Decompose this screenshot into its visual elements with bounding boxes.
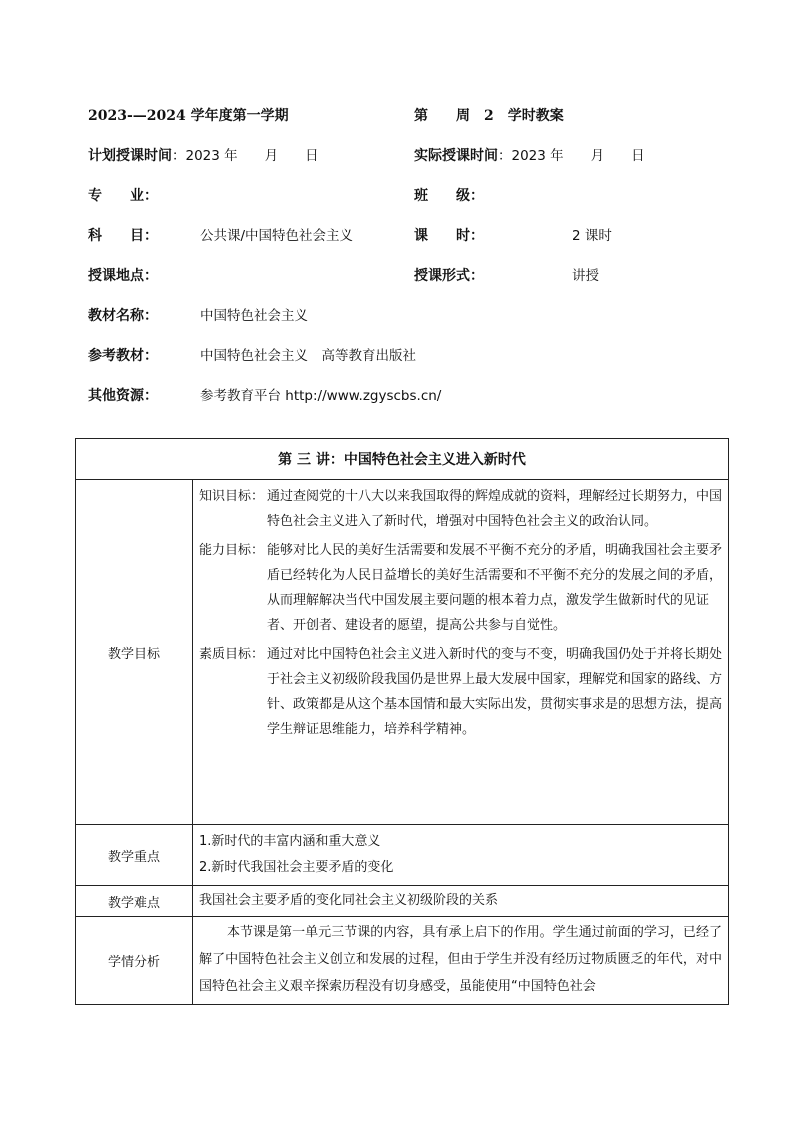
ability-goal	[193, 534, 728, 638]
quality-goal-text: 通过对比中国特色社会主义进入新时代的变与不变，明确我国仍处于并将长期处于社会主义初级阶段我国仍是世界上最大发展中国家，理解党和国家的路线、方针、政策都是从这个基本国情和最大实际出发，贯彻实事求是的思想方法，提高学生辩证思维能力，培养科学精神。	[267, 647, 723, 737]
difficulty-cell	[193, 886, 729, 917]
difficulty-text: 我国社会主要矛盾的变化同社会主义初级阶段的关系	[199, 893, 499, 908]
subject-label: 科 目：	[88, 228, 158, 244]
key-points-cell	[193, 825, 729, 886]
difficulty-label: 教学难点	[76, 886, 193, 917]
key-point-item: 1.新时代的丰富内涵和重大意义	[199, 834, 381, 849]
lesson-table	[75, 438, 729, 1005]
actual-time-label: 实际授课时间	[414, 148, 498, 164]
knowledge-goal-text: 通过查阅党的十八大以来我国取得的辉煌成就的资料，理解经过长期努力，中国特色社会主义进入了新时代，增强对中国特色社会主义的政治认同。	[267, 489, 723, 529]
term-label: 2023-—2024 学年度第一学期	[88, 108, 289, 124]
other-resources-value: 参考教育平台 http://www.zgyscbs.cn/	[200, 388, 442, 404]
planned-time	[88, 146, 319, 166]
planned-time-value: ：2023 年 月 日	[172, 148, 319, 164]
analysis-text: 本节课是第一单元三节课的内容，具有承上启下的作用。学生通过前面的学习，已经了解了中国特色社会主义创立和发展的过程，但由于学生并没有经历过物质匮乏的年代，对中国特色社会主义艰辛探索历程没有切身感受，虽能使用“中国特色社会	[199, 925, 722, 994]
location-label: 授课地点：	[88, 268, 158, 284]
textbook-label: 教材名称：	[88, 308, 158, 324]
ability-goal-tag: 能力目标：	[199, 543, 265, 558]
quality-goal	[193, 638, 728, 742]
planned-time-label: 计划授课时间	[88, 148, 172, 164]
key-point-item: 2.新时代我国社会主要矛盾的变化	[199, 860, 394, 875]
teaching-goals-cell	[193, 480, 729, 825]
knowledge-goal-tag: 知识目标：	[199, 489, 265, 504]
actual-time	[414, 146, 645, 166]
week-label: 第 周 2 学时教案	[414, 108, 564, 124]
analysis-cell	[193, 917, 729, 1005]
hours-value: 2 课时	[572, 228, 612, 244]
other-resources-label: 其他资源：	[88, 388, 158, 404]
textbook-value: 中国特色社会主义	[200, 308, 308, 324]
reference-value: 中国特色社会主义 高等教育出版社	[200, 348, 416, 364]
form-label: 授课形式：	[414, 268, 484, 284]
actual-time-value: ：2023 年 月 日	[498, 148, 645, 164]
quality-goal-tag: 素质目标：	[199, 647, 265, 662]
analysis-label: 学情分析	[76, 917, 193, 1005]
lesson-title: 第 三 讲：中国特色社会主义进入新时代	[76, 439, 729, 480]
knowledge-goal	[193, 480, 728, 534]
major-label: 专 业：	[88, 188, 158, 204]
class-label: 班 级：	[414, 188, 484, 204]
subject-value: 公共课/中国特色社会主义	[200, 228, 354, 244]
form-value: 讲授	[572, 268, 599, 284]
teaching-goals-label: 教学目标	[76, 480, 193, 825]
key-points-label: 教学重点	[76, 825, 193, 886]
ability-goal-text: 能够对比人民的美好生活需要和发展不平衡不充分的矛盾，明确我国社会主要矛盾已经转化为人民日益增长的美好生活需要和不平衡不充分的发展之间的矛盾，从而理解解决当代中国发展主要问题的根本着力点，激发学生做新时代的见证者、开创者、建设者的愿望，提高公共参与自觉性。	[267, 543, 723, 633]
reference-label: 参考教材：	[88, 348, 158, 364]
hours-label: 课 时：	[414, 228, 484, 244]
